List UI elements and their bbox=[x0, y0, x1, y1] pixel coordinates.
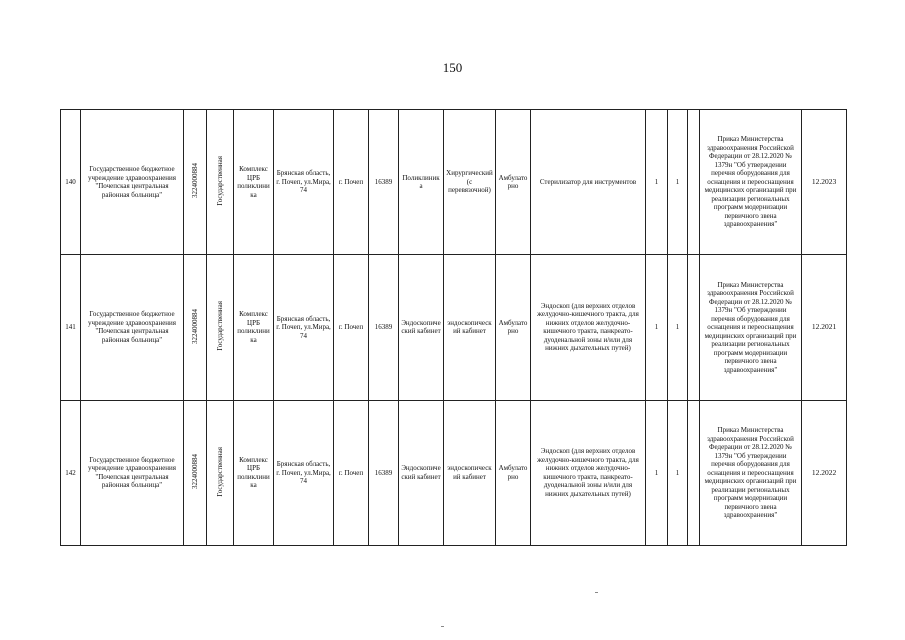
page-number: 150 bbox=[442, 60, 463, 75]
ownership-form: Государственная bbox=[215, 156, 224, 206]
inn-cell bbox=[184, 400, 207, 545]
unit-name: Эндоскопический кабинет bbox=[399, 255, 444, 400]
cabinet-name: Хирургический (с перевязочной) bbox=[444, 110, 496, 255]
scan-speck bbox=[595, 592, 598, 593]
equipment-name: Эндоскоп (для верхних отделов желудочно-кишечного тракта, для нижних отделов желудочно-кишечного тракта, панкреато-дуоденальной зоны и/или для нижних дыхательных путей) bbox=[531, 255, 646, 400]
unit-name: Поликлиника bbox=[399, 110, 444, 255]
row-number: 141 bbox=[61, 255, 81, 400]
empty-cell bbox=[688, 110, 700, 255]
deadline-date: 12.2023 bbox=[802, 110, 847, 255]
care-type: Амбулаторно bbox=[496, 255, 531, 400]
quantity-2: 1 bbox=[668, 255, 688, 400]
code: 16389 bbox=[369, 110, 399, 255]
ownership-form: Государственная bbox=[215, 446, 224, 497]
legal-basis: Приказ Министерства здравоохранения Российской Федерации от 28.12.2020 № 1379н "Об утверждении перечня оборудования для оснащения и переоснащения медицинских организаций при реализации региональных программ модернизации первичного звена здравоохранения" bbox=[700, 255, 802, 400]
inn: 3224000884 bbox=[190, 308, 199, 344]
deadline-date: 12.2021 bbox=[802, 255, 847, 400]
care-type: Амбулаторно bbox=[496, 110, 531, 255]
table-row bbox=[61, 110, 847, 255]
locality: г. Почеп bbox=[334, 400, 369, 545]
address: Брянская область, г. Почеп, ул.Мира, 74 bbox=[274, 400, 334, 545]
row-number: 140 bbox=[61, 110, 81, 255]
quantity-1: 1 bbox=[646, 400, 668, 545]
care-type: Амбулаторно bbox=[496, 400, 531, 545]
quantity-1: 1 bbox=[646, 110, 668, 255]
code: 16389 bbox=[369, 255, 399, 400]
quantity-1: 1 bbox=[646, 255, 668, 400]
quantity-2: 1 bbox=[668, 110, 688, 255]
equipment-name: Эндоскоп (для верхних отделов желудочно-кишечного тракта, для нижних отделов желудочно-кишечного тракта, панкреато-дуоденальной зоны и/или для нижних дыхательных путей) bbox=[531, 400, 646, 545]
object-name: Комплекс ЦРБ поликлиника bbox=[234, 110, 274, 255]
row-number: 142 bbox=[61, 400, 81, 545]
deadline-date: 12.2022 bbox=[802, 400, 847, 545]
table-row bbox=[61, 255, 847, 400]
cabinet-name: эндоскопический кабинет bbox=[444, 255, 496, 400]
quantity-2: 1 bbox=[668, 400, 688, 545]
cabinet-name: эндоскопический кабинет bbox=[444, 400, 496, 545]
inn: 3224000884 bbox=[190, 454, 199, 490]
object-name: Комплекс ЦРБ поликлиника bbox=[234, 400, 274, 545]
code: 16389 bbox=[369, 400, 399, 545]
legal-basis: Приказ Министерства здравоохранения Российской Федерации от 28.12.2020 № 1379н "Об утверждении перечня оборудования для оснащения и переоснащения медицинских организаций при реализации региональных программ модернизации первичного звена здравоохранения" bbox=[700, 110, 802, 255]
table-row bbox=[61, 400, 847, 545]
scan-speck bbox=[441, 626, 444, 627]
organization-name: Государственное бюджетное учреждение здравоохранения "Почепская центральная районная больница" bbox=[81, 110, 184, 255]
locality: г. Почеп bbox=[334, 255, 369, 400]
organization-name: Государственное бюджетное учреждение здравоохранения "Почепская центральная районная больница" bbox=[81, 400, 184, 545]
empty-cell bbox=[688, 400, 700, 545]
ownership-cell bbox=[207, 255, 234, 400]
ownership-cell bbox=[207, 110, 234, 255]
object-name: Комплекс ЦРБ поликлиника bbox=[234, 255, 274, 400]
empty-cell bbox=[688, 255, 700, 400]
inn: 3224000884 bbox=[190, 163, 199, 199]
address: Брянская область, г. Почеп, ул.Мира, 74 bbox=[274, 255, 334, 400]
unit-name: Эндоскопический кабинет bbox=[399, 400, 444, 545]
inn-cell bbox=[184, 255, 207, 400]
organization-name: Государственное бюджетное учреждение здравоохранения "Почепская центральная районная больница" bbox=[81, 255, 184, 400]
equipment-register-table bbox=[60, 109, 847, 546]
address: Брянская область, г. Почеп, ул.Мира, 74 bbox=[274, 110, 334, 255]
ownership-cell bbox=[207, 400, 234, 545]
ownership-form: Государственная bbox=[215, 301, 224, 352]
locality: г. Почеп bbox=[334, 110, 369, 255]
inn-cell bbox=[184, 110, 207, 255]
legal-basis: Приказ Министерства здравоохранения Российской Федерации от 28.12.2020 № 1379н "Об утверждении перечня оборудования для оснащения и переоснащения медицинских организаций при реализации региональных программ модернизации первичного звена здравоохранения" bbox=[700, 400, 802, 545]
equipment-name: Стерилизатор для инструментов bbox=[531, 110, 646, 255]
